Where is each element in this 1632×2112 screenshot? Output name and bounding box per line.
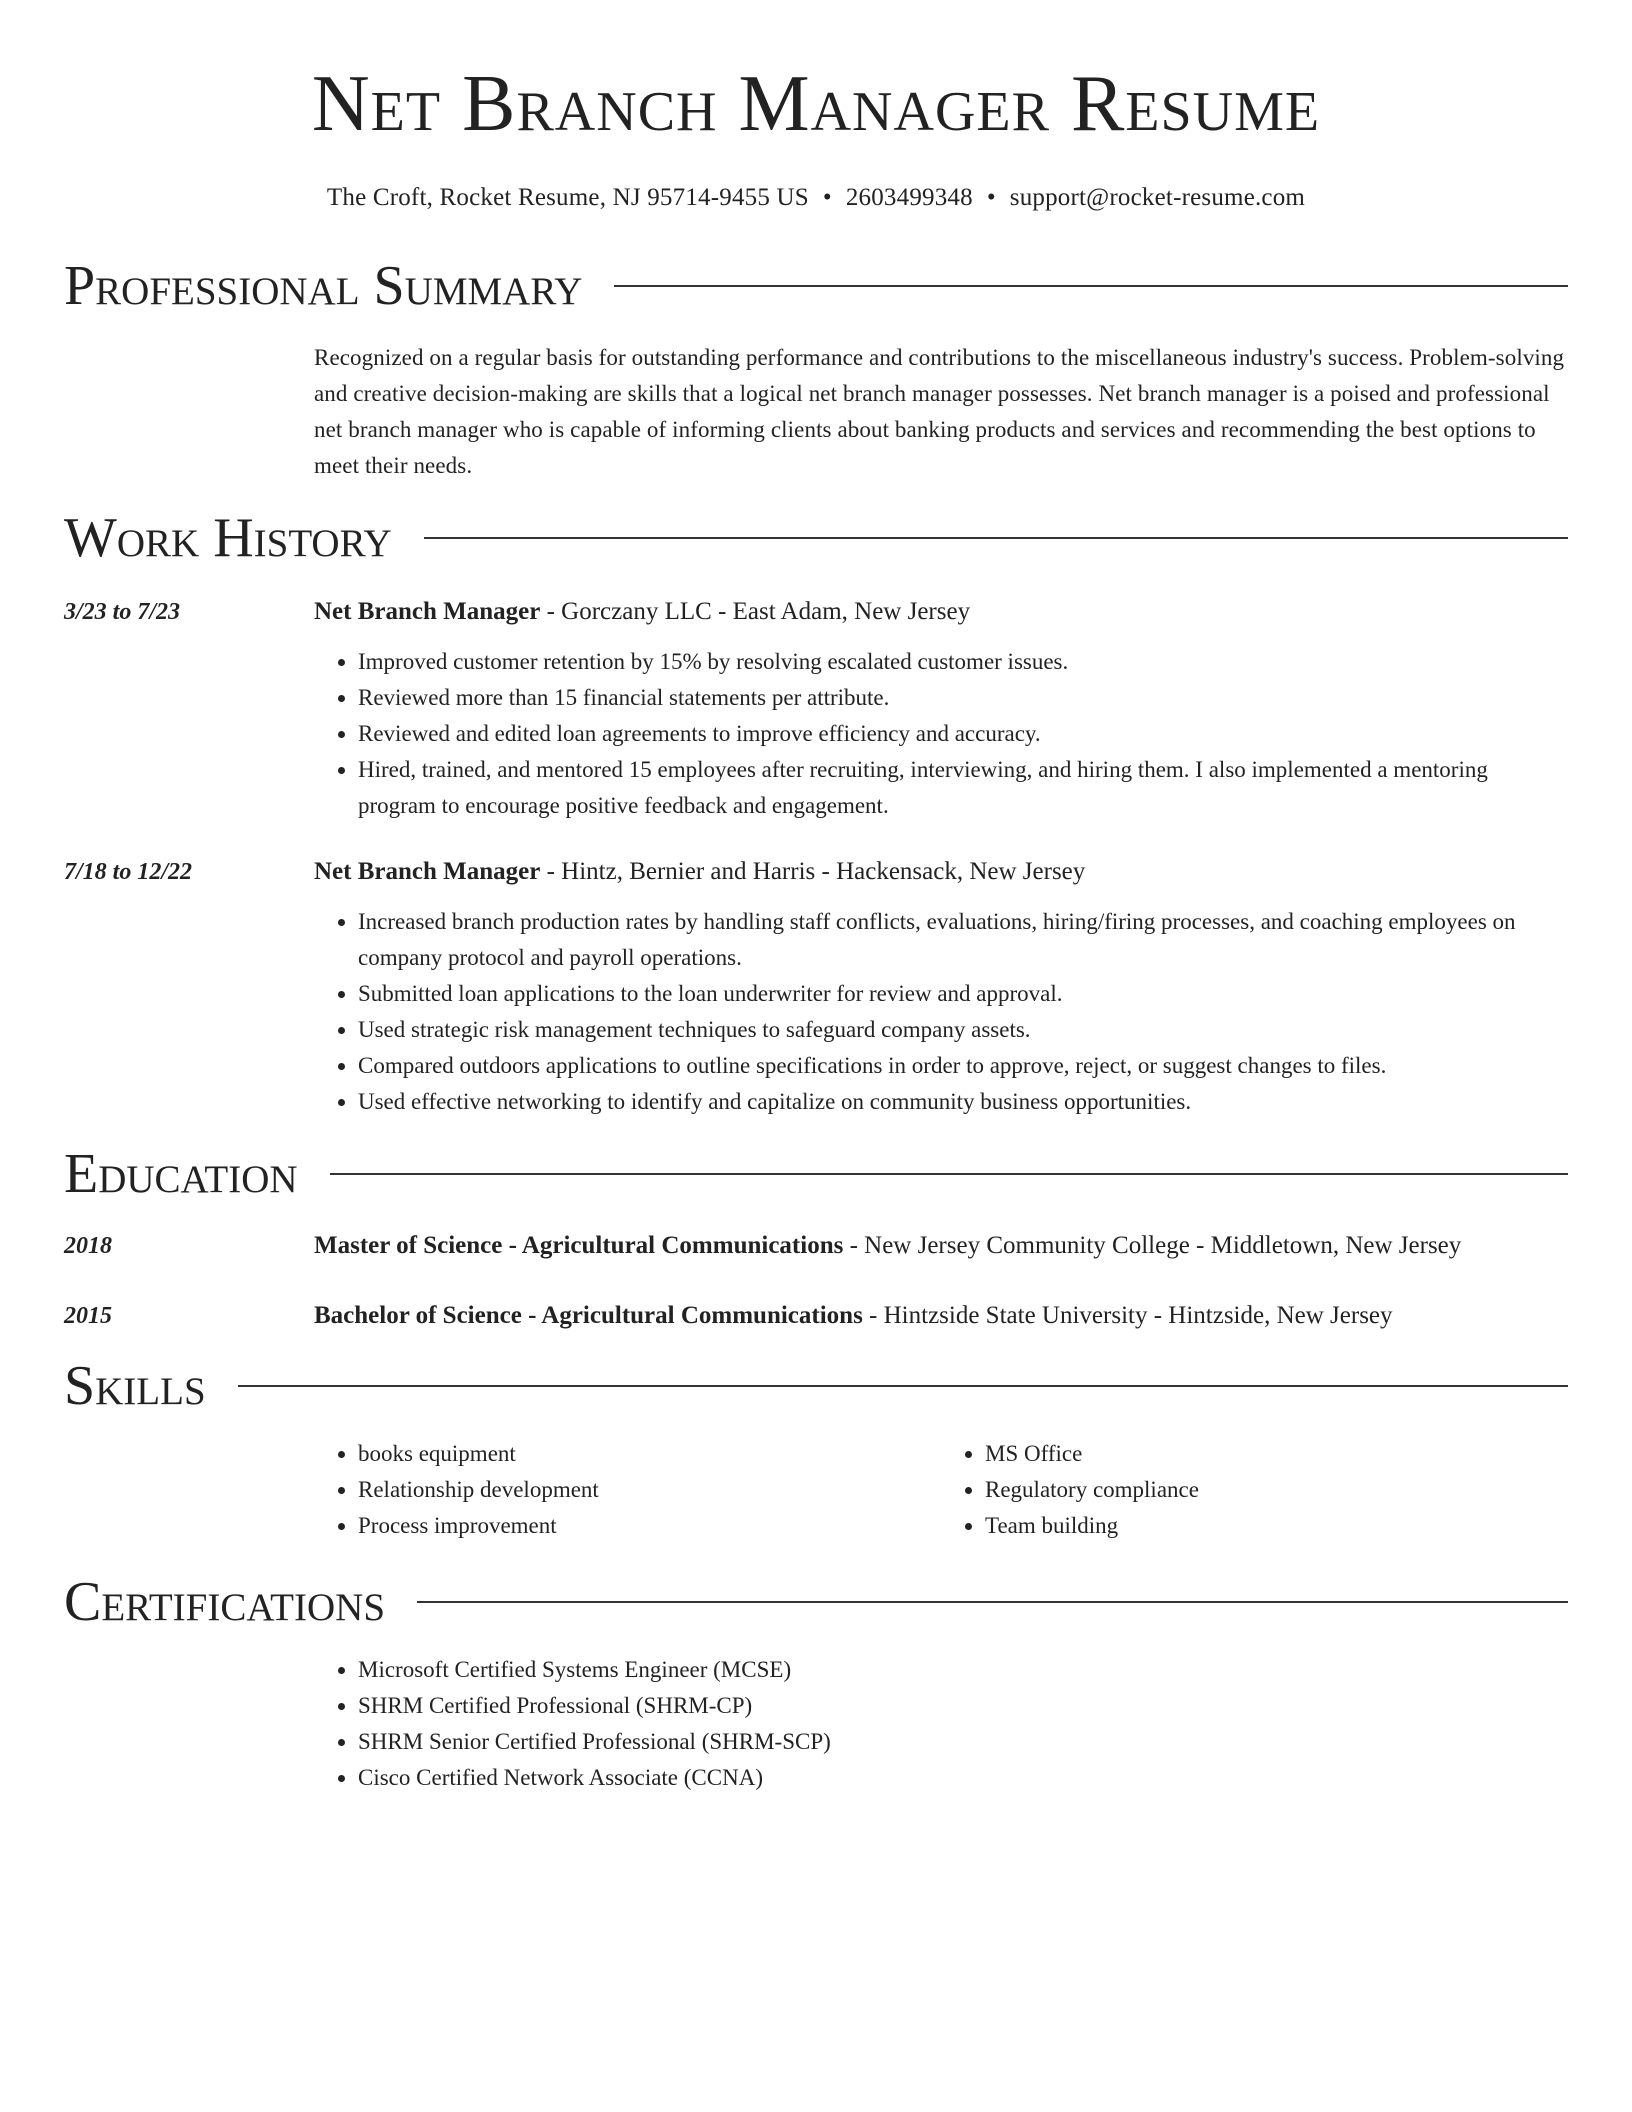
section-header-certifications <box>64 1571 1568 1633</box>
education-line <box>314 1298 1568 1334</box>
list-item: • Reviewed more than 15 financial statements per attribute. <box>358 680 1568 716</box>
section-title: Work History <box>64 507 392 569</box>
section-title: Skills <box>64 1355 206 1417</box>
work-content <box>314 594 1568 824</box>
education-details: - Hintzside State University - Hintzside, New Jersey <box>862 1302 1393 1329</box>
work-dates: 3/23 to 7/23 <box>64 599 181 625</box>
section-header-education <box>64 1143 1568 1205</box>
contact-phone: 2603499348 <box>845 184 973 211</box>
work-dates: 7/18 to 12/22 <box>64 859 193 885</box>
degree-title: Master of Science - Agricultural Communications <box>314 1232 844 1259</box>
list-item: • Submitted loan applications to the loan underwriter for review and approval. <box>358 976 1568 1012</box>
education-line <box>314 1228 1568 1264</box>
education-content <box>314 1228 1568 1264</box>
degree-title: Bachelor of Science - Agricultural Communications <box>314 1302 863 1329</box>
job-title: Net Branch Manager <box>314 598 541 625</box>
skills-column-right <box>941 1436 1568 1544</box>
contact-separator: • <box>822 184 832 211</box>
skills-column-left <box>314 1436 941 1544</box>
section-divider <box>238 1385 1568 1387</box>
work-title-line <box>314 854 1568 890</box>
certification-item: • Cisco Certified Network Associate (CCNA) <box>358 1760 1568 1796</box>
work-bullets <box>314 644 1568 824</box>
section-divider <box>330 1173 1568 1175</box>
section-title: Certifications <box>64 1571 386 1633</box>
section-title: Education <box>64 1143 298 1205</box>
work-title-line <box>314 594 1568 630</box>
certification-item: • SHRM Senior Certified Professional (SHRM-SCP) <box>358 1724 1568 1760</box>
education-year: 2018 <box>64 1233 112 1259</box>
summary-text: Recognized on a regular basis for outstanding performance and contributions to the miscellaneous industry's success. Problem-solving and creative decision-making are skills that a logical net branch manager possesses. Net branch manager is a poised and professional net branch manager who is capable of informing clients about banking products and services and recommending the best options to meet their needs. <box>314 345 1565 478</box>
skill-item: • books equipment <box>358 1436 941 1472</box>
skill-item: • MS Office <box>985 1436 1568 1472</box>
work-entry <box>64 594 1568 824</box>
contact-address: The Croft, Rocket Resume, NJ 95714-9455 US <box>326 184 809 211</box>
certification-item: • Microsoft Certified Systems Engineer (MCSE) <box>358 1652 1568 1688</box>
contact-email: support@rocket-resume.com <box>1009 184 1306 211</box>
list-item: • Used effective networking to identify and capitalize on community business opportunities. <box>358 1084 1568 1120</box>
skill-item: • Team building <box>985 1508 1568 1544</box>
list-item: • Used strategic risk management techniques to safeguard company assets. <box>358 1012 1568 1048</box>
section-header-work <box>64 507 1568 569</box>
resume-title: Net Branch Manager Resume <box>311 60 1321 148</box>
skill-item: • Process improvement <box>358 1508 941 1544</box>
job-details: - Hintz, Bernier and Harris - Hackensack, New Jersey <box>540 858 1086 885</box>
work-bullets <box>314 904 1568 1120</box>
job-title: Net Branch Manager <box>314 858 541 885</box>
skills-grid <box>314 1436 1568 1544</box>
education-year: 2015 <box>64 1303 112 1329</box>
skill-item: • Regulatory compliance <box>985 1472 1568 1508</box>
work-entry <box>64 854 1568 1120</box>
list-item: • Increased branch production rates by handling staff conflicts, evaluations, hiring/firing processes, and coaching employees on company protocol and payroll operations. <box>358 904 1568 976</box>
contact-line <box>64 184 1568 212</box>
skill-item: • Relationship development <box>358 1472 941 1508</box>
section-divider <box>417 1601 1568 1603</box>
list-item: • Compared outdoors applications to outline specifications in order to approve, reject, or suggest changes to files. <box>358 1048 1568 1084</box>
certifications-list <box>314 1652 1568 1796</box>
section-header-summary <box>64 255 1568 317</box>
section-divider <box>614 285 1568 287</box>
section-header-skills <box>64 1355 1568 1417</box>
section-divider <box>424 537 1568 539</box>
education-entry <box>64 1228 1568 1264</box>
section-title: Professional Summary <box>64 255 583 317</box>
job-details: - Gorczany LLC - East Adam, New Jersey <box>540 598 971 625</box>
contact-separator: • <box>986 184 996 211</box>
education-details: - New Jersey Community College - Middletown, New Jersey <box>843 1232 1462 1259</box>
list-item: • Improved customer retention by 15% by resolving escalated customer issues. <box>358 644 1568 680</box>
list-item: • Hired, trained, and mentored 15 employees after recruiting, interviewing, and hiring them. I also implemented a mentoring program to encourage positive feedback and engagement. <box>358 752 1568 824</box>
work-content <box>314 854 1568 1120</box>
certifications-list-wrapper <box>314 1652 1568 1796</box>
education-content <box>314 1298 1568 1334</box>
list-item: • Reviewed and edited loan agreements to improve efficiency and accuracy. <box>358 716 1568 752</box>
education-entry <box>64 1298 1568 1334</box>
certification-item: • SHRM Certified Professional (SHRM-CP) <box>358 1688 1568 1724</box>
